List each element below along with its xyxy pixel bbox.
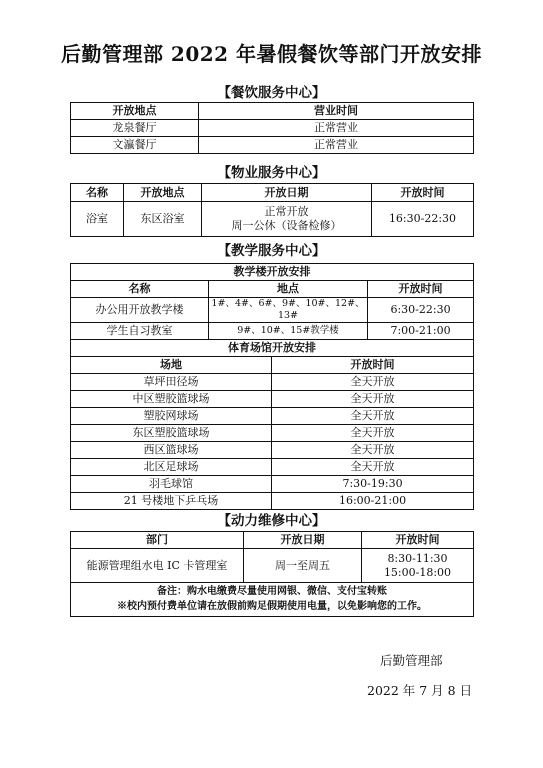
- maintenance-days: 周一至周五: [244, 549, 362, 583]
- catering-place: 文瀛餐厅: [71, 137, 199, 154]
- property-heading: 【物业服务中心】: [217, 165, 326, 181]
- gym-venue: 21 号楼地下乒乓场: [71, 492, 272, 509]
- building-place: 1#、4#、6#、9#、10#、12#、13#: [209, 298, 368, 323]
- catering-table: [70, 102, 474, 154]
- teaching-heading: 【教学服务中心】: [217, 243, 326, 259]
- table-row: [71, 424, 474, 441]
- table-row: [71, 458, 474, 475]
- maintenance-time-afternoon: 15:00-18:00: [383, 565, 452, 579]
- gym-time: 全天开放: [272, 441, 474, 458]
- gym-time: 全天开放: [272, 390, 474, 407]
- gym-time: 全天开放: [272, 424, 474, 441]
- gym-time: 7:30-19:30: [272, 475, 474, 492]
- gym-venue: 草坪田径场: [71, 373, 272, 390]
- building-place: 9#、10#、15#教学楼: [209, 322, 368, 339]
- property-name: 浴室: [71, 202, 124, 237]
- gym-venue: 中区塑胶篮球场: [71, 390, 272, 407]
- table-row: [71, 441, 474, 458]
- gym-time: 全天开放: [272, 373, 474, 390]
- note-payment: 备注：购水电缴费尽量使用网银、微信、支付宝转账: [157, 586, 387, 597]
- maintenance-header-time: 开放时间: [362, 532, 474, 549]
- building-time: 6:30-22:30: [368, 298, 474, 323]
- document-date: 2022 年 7 月 8 日: [367, 683, 473, 698]
- catering-header-place: 开放地点: [71, 103, 199, 120]
- gym-header-time: 开放时间: [272, 356, 474, 373]
- gym-venue: 羽毛球馆: [71, 475, 272, 492]
- note-prepaid: ※校内预付费单位请在放假前购足假期使用电量，以免影响您的工作。: [117, 600, 427, 612]
- building-header-time: 开放时间: [368, 281, 474, 298]
- maintenance-time-morning: 8:30-11:30: [387, 551, 448, 565]
- property-header-name: 名称: [71, 184, 124, 202]
- maintenance-heading: 【动力维修中心】: [217, 513, 326, 529]
- table-row: [71, 407, 474, 424]
- property-time: 16:30-22:30: [372, 202, 474, 237]
- property-header-time: 开放时间: [372, 184, 474, 202]
- gym-venue: 西区篮球场: [71, 441, 272, 458]
- table-row: [71, 322, 474, 339]
- table-row: [71, 475, 474, 492]
- table-row: [71, 390, 474, 407]
- building-name: 学生自习教室: [71, 322, 209, 339]
- catering-place: 龙泉餐厅: [71, 120, 199, 137]
- teaching-table: [70, 263, 474, 510]
- maintenance-header-dept: 部门: [71, 532, 244, 549]
- building-header-name: 名称: [71, 281, 209, 298]
- property-table: [70, 183, 474, 237]
- table-row: [71, 373, 474, 390]
- catering-hours: 正常营业: [199, 137, 474, 154]
- table-row: [71, 492, 474, 509]
- gym-venue: 北区足球场: [71, 458, 272, 475]
- table-row: [71, 120, 474, 137]
- table-row: [71, 137, 474, 154]
- gym-section-title: 体育场馆开放安排: [71, 339, 474, 356]
- table-row: [71, 549, 474, 583]
- property-header-place: 开放地点: [124, 184, 202, 202]
- table-row: [71, 202, 474, 237]
- gym-time: 全天开放: [272, 407, 474, 424]
- maintenance-header-days: 开放日期: [244, 532, 362, 549]
- maintenance-time: [362, 549, 474, 583]
- building-name: 办公用开放教学楼: [71, 298, 209, 323]
- property-date: [202, 202, 372, 237]
- catering-heading: 【餐饮服务中心】: [217, 85, 326, 101]
- property-date-line1: 正常开放: [264, 205, 309, 219]
- catering-hours: 正常营业: [199, 120, 474, 137]
- catering-header-hours: 营业时间: [199, 103, 474, 120]
- gym-venue: 塑胶网球场: [71, 407, 272, 424]
- building-time: 7:00-21:00: [368, 322, 474, 339]
- gym-venue: 东区塑胶篮球场: [71, 424, 272, 441]
- table-row: [71, 298, 474, 323]
- building-section-title: 教学楼开放安排: [71, 264, 474, 281]
- maintenance-dept: 能源管理组水电 IC 卡管理室: [71, 549, 244, 583]
- maintenance-notes: [71, 583, 474, 617]
- signature: 后勤管理部: [380, 653, 443, 668]
- building-header-place: 地点: [209, 281, 368, 298]
- gym-header-venue: 场地: [71, 356, 272, 373]
- maintenance-table: [70, 531, 474, 617]
- property-place: 东区浴室: [124, 202, 202, 237]
- page-title: 后勤管理部 2022 年暑假餐饮等部门开放安排: [60, 42, 483, 66]
- property-header-date: 开放日期: [202, 184, 372, 202]
- property-date-line2: 周一公休（设备检修）: [231, 219, 342, 232]
- gym-time: 全天开放: [272, 458, 474, 475]
- gym-time: 16:00-21:00: [272, 492, 474, 509]
